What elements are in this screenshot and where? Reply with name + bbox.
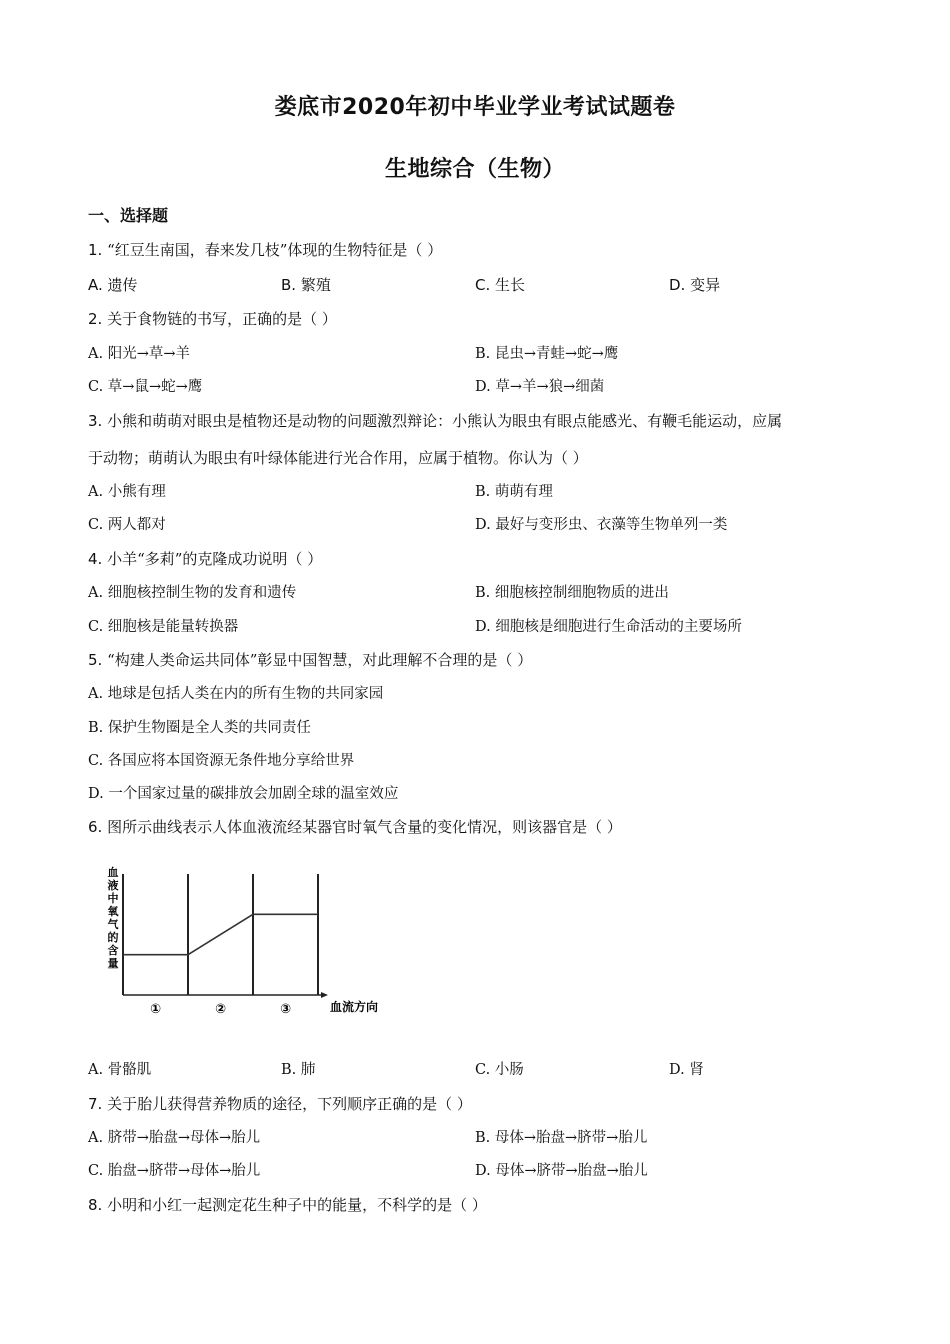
question-5 bbox=[88, 650, 532, 670]
question-stem: 小羊“多莉”的克隆成功说明（ ） bbox=[107, 550, 323, 568]
question-number: 8. bbox=[88, 1196, 103, 1214]
option-d: D. 细胞核是细胞进行生命活动的主要场所 bbox=[475, 619, 742, 635]
segment-label: ③ bbox=[279, 1002, 292, 1017]
option-c: C. 小肠 bbox=[475, 1062, 524, 1078]
option-a: A. 细胞核控制生物的发育和遗传 bbox=[88, 585, 297, 601]
option-b: B. 昆虫→青蛙→蛇→鹰 bbox=[475, 346, 619, 362]
question-number: 4. bbox=[88, 550, 103, 568]
oxygen-content-chart bbox=[96, 862, 416, 1032]
question-7 bbox=[88, 1094, 472, 1114]
question-3 bbox=[88, 411, 782, 431]
oxygen-curve bbox=[123, 914, 318, 954]
x-axis-label: 血流方向 bbox=[330, 1000, 379, 1014]
question-stem: “构建人类命运共同体”彰显中国智慧，对此理解不合理的是（ ） bbox=[107, 651, 533, 669]
option-d: D. 母体→脐带→胎盘→胎儿 bbox=[475, 1163, 648, 1179]
segment-label: ① bbox=[149, 1002, 162, 1017]
question-number: 3. bbox=[88, 412, 103, 430]
question-number: 1. bbox=[88, 241, 103, 259]
option-c: C. 草→鼠→蛇→鹰 bbox=[88, 379, 203, 395]
option-a: A. 骨骼肌 bbox=[88, 1062, 152, 1078]
option-b: B. 保护生物圈是全人类的共同责任 bbox=[88, 720, 311, 736]
question-stem: 小熊和萌萌对眼虫是植物还是动物的问题激烈辩论：小熊认为眼虫有眼点能感光、有鞭毛能运动，应属 bbox=[107, 412, 783, 430]
option-a: A. 脐带→胎盘→母体→胎儿 bbox=[88, 1130, 261, 1146]
option-c: C. 两人都对 bbox=[88, 517, 166, 533]
section-heading: 一、选择题 bbox=[88, 206, 169, 225]
question-stem: “红豆生南国，春来发几枝”体现的生物特征是（ ） bbox=[107, 241, 443, 259]
option-c: C. 细胞核是能量转换器 bbox=[88, 619, 239, 635]
question-number: 6. bbox=[88, 818, 103, 836]
segment-labels bbox=[150, 1002, 291, 1017]
option-a: A. 小熊有理 bbox=[88, 484, 166, 500]
option-d: D. 肾 bbox=[669, 1062, 704, 1078]
option-a: A. 阳光→草→羊 bbox=[88, 346, 190, 362]
question-stem: 关于食物链的书写，正确的是（ ） bbox=[107, 310, 337, 328]
question-stem: 关于胎儿获得营养物质的途径，下列顺序正确的是（ ） bbox=[107, 1095, 472, 1113]
segment-dividers bbox=[188, 874, 318, 995]
page-subtitle: 生地综合（生物） bbox=[384, 157, 565, 182]
question-stem: 小明和小红一起测定花生种子中的能量，不科学的是（ ） bbox=[107, 1196, 487, 1214]
question-2 bbox=[88, 309, 337, 329]
question-6 bbox=[88, 817, 622, 837]
option-d: D. 最好与变形虫、衣藻等生物单列一类 bbox=[475, 517, 728, 533]
page-title: 娄底市2020年初中毕业学业考试试题卷 bbox=[274, 95, 676, 120]
x-axis-arrow bbox=[321, 992, 328, 998]
question-4 bbox=[88, 549, 322, 569]
question-3-continued: 于动物；萌萌认为眼虫有叶绿体能进行光合作用，应属于植物。你认为（ ） bbox=[88, 449, 588, 467]
option-c: C. 胎盘→脐带→母体→胎儿 bbox=[88, 1163, 261, 1179]
option-c: C. 生长 bbox=[475, 276, 526, 294]
question-1 bbox=[88, 240, 442, 260]
question-stem: 图所示曲线表示人体血液流经某器官时氧气含量的变化情况，则该器官是（ ） bbox=[107, 818, 622, 836]
question-number: 5. bbox=[88, 651, 103, 669]
option-b: B. 细胞核控制细胞物质的进出 bbox=[475, 585, 669, 601]
option-a: A. 遗传 bbox=[88, 276, 138, 294]
option-d: D. 变异 bbox=[669, 276, 721, 294]
option-b: B. 繁殖 bbox=[281, 276, 331, 294]
option-b: B. 萌萌有理 bbox=[475, 484, 553, 500]
option-a: A. 地球是包括人类在内的所有生物的共同家园 bbox=[88, 686, 384, 702]
option-d: D. 一个国家过量的碳排放会加剧全球的温室效应 bbox=[88, 786, 399, 802]
option-b: B. 母体→胎盘→脐带→胎儿 bbox=[475, 1130, 648, 1146]
segment-label: ② bbox=[214, 1002, 227, 1017]
question-number: 7. bbox=[88, 1095, 103, 1113]
question-8 bbox=[88, 1195, 487, 1215]
option-c: C. 各国应将本国资源无条件地分享给世界 bbox=[88, 753, 355, 769]
option-d: D. 草→羊→狼→细菌 bbox=[475, 379, 605, 395]
y-axis-label: 血液中氧气的含量 bbox=[107, 866, 119, 970]
question-number: 2. bbox=[88, 310, 103, 328]
option-b: B. 肺 bbox=[281, 1062, 316, 1078]
